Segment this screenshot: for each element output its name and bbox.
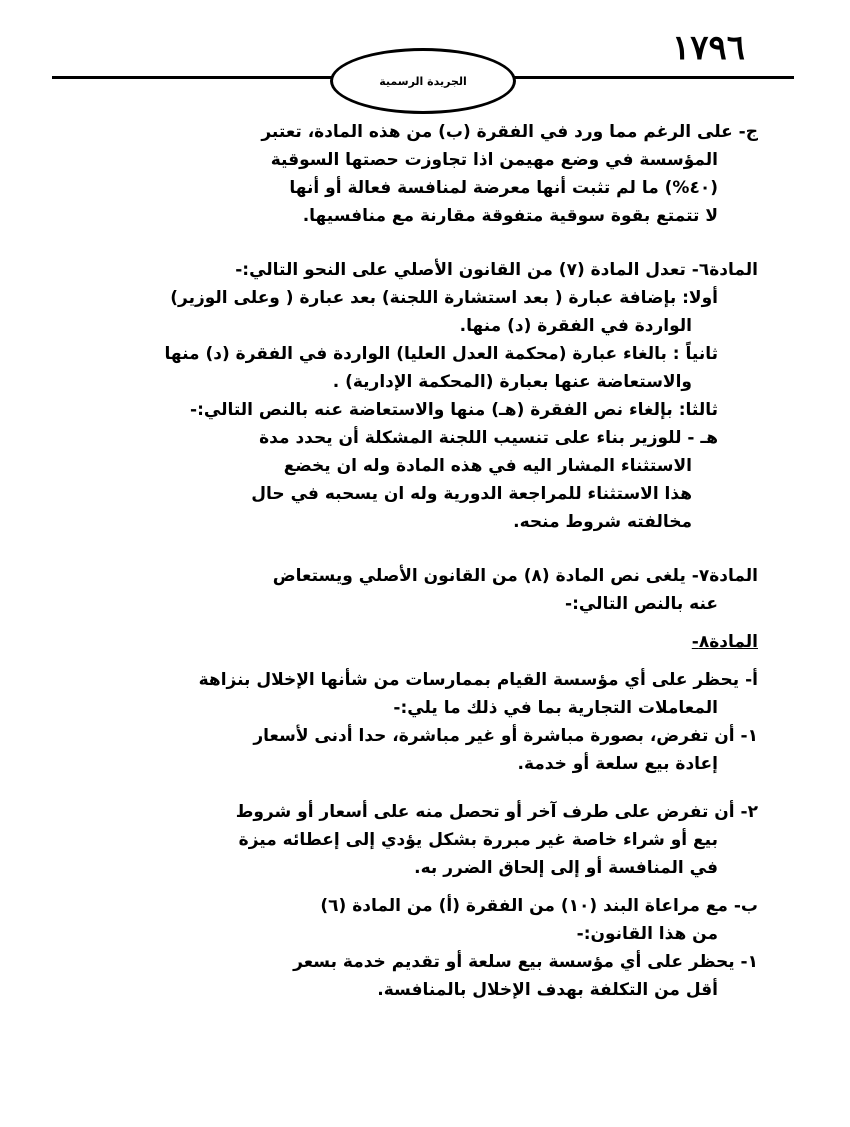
article-8-item-2-line-2: بيع أو شراء خاصة غير مبررة بشكل يؤدي إلى إعطائه ميزة <box>238 830 718 850</box>
article-7-line-1: المادة٧- يلغى نص المادة (٨) من القانون الأصلي ويستعاض <box>272 566 758 586</box>
paragraph-c <box>58 118 758 230</box>
article-6-first-line-1: أولا: بإضافة عبارة ( بعد استشارة اللجنة) بعد عبارة ( وعلى الوزير) <box>170 288 718 308</box>
spacer <box>58 778 758 798</box>
article-6-second-line-1: ثانياً : بالغاء عبارة (محكمة العدل العليا) الواردة في الفقرة (د) منها <box>164 344 718 364</box>
article-8-item-1-line-2: إعادة بيع سلعة أو خدمة. <box>517 754 718 774</box>
masthead-logo <box>330 48 516 114</box>
document-body <box>58 118 758 1004</box>
article-6-third-text-1: هـ - للوزير بناء على تنسيب اللجنة المشكلة أن يحدد مدة <box>259 428 718 448</box>
paragraph-c-line-3: (٤٠%) ما لم تثبت أنها معرضة لمنافسة فعالة أو أنها <box>289 178 718 198</box>
article-8-item-2-line-1: ٢- أن تفرض على طرف آخر أو تحصل منه على أسعار أو شروط <box>235 802 758 822</box>
article-8-b1-line-1: ١- يحظر على أي مؤسسة بيع سلعة أو تقديم خدمة بسعر <box>293 952 758 972</box>
article-8-b1-line-2: أقل من التكلفة بهدف الإخلال بالمنافسة. <box>377 980 718 1000</box>
article-6-second-line-2: والاستعاضة عنها بعبارة (المحكمة الإدارية) . <box>332 372 692 392</box>
masthead-text: الجريدة الرسمية <box>379 74 467 88</box>
article-6-heading: المادة٦- تعدل المادة (٧) من القانون الأصلي على النحو التالي:- <box>235 260 758 280</box>
article-6-first-line-2: الواردة في الفقرة (د) منها. <box>459 316 692 336</box>
article-6-third: ثالثا: بإلغاء نص الفقرة (هـ) منها والاستعاضة عنه بالنص التالي:- <box>190 400 718 420</box>
page-number: ١٧٩٦ <box>671 28 745 68</box>
article-8-b-line-2: من هذا القانون:- <box>576 924 718 944</box>
article-6-third-text-3: هذا الاستثناء للمراجعة الدورية وله ان يسحبه في حال <box>251 484 692 504</box>
spacer <box>58 536 758 562</box>
article-8-a-line-1: أ- يحظر على أي مؤسسة القيام بممارسات من شأنها الإخلال بنزاهة <box>198 670 758 690</box>
paragraph-c-line-4: لا تتمتع بقوة سوقية متفوقة مقارنة مع منافسيها. <box>302 206 718 226</box>
article-8 <box>58 628 758 1004</box>
article-6-third-text-2: الاستثناء المشار اليه في هذه المادة وله ان يخضع <box>283 456 692 476</box>
article-8-title-row <box>58 628 758 656</box>
article-8-b-line-1: ب- مع مراعاة البند (١٠) من الفقرة (أ) من المادة (٦) <box>320 896 758 916</box>
article-7 <box>58 562 758 618</box>
spacer <box>58 618 758 628</box>
article-8-a-line-2: المعاملات التجارية بما في ذلك ما يلي:- <box>393 698 718 718</box>
article-6-third-text-4: مخالفته شروط منحه. <box>513 512 692 532</box>
paragraph-c-line-2: المؤسسة في وضع مهيمن اذا تجاوزت حصتها السوقية <box>270 150 718 170</box>
paragraph-c-line-1: ج- على الرغم مما ورد في الفقرة (ب) من هذه المادة، تعتبر <box>261 122 758 142</box>
article-6 <box>58 256 758 536</box>
article-8-item-1-line-1: ١- أن تفرض، بصورة مباشرة أو غير مباشرة، حدا أدنى لأسعار <box>253 726 758 746</box>
article-8-title: المادة٨- <box>691 632 758 652</box>
spacer <box>58 230 758 256</box>
article-8-item-2-line-3: في المنافسة أو إلى إلحاق الضرر به. <box>414 858 718 878</box>
article-7-line-2: عنه بالنص التالي:- <box>565 594 718 614</box>
spacer <box>58 882 758 892</box>
spacer <box>58 656 758 666</box>
